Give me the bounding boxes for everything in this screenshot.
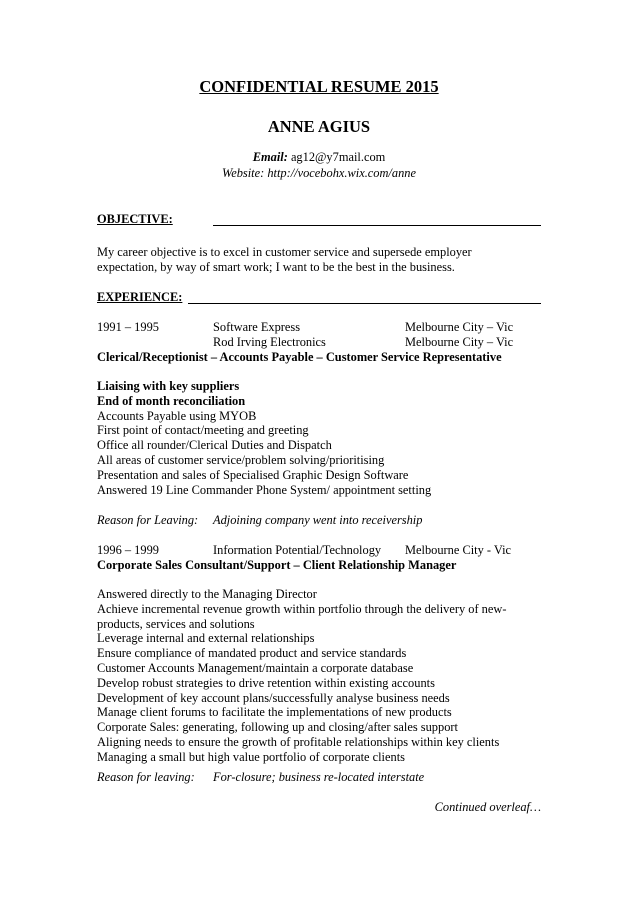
- job1-employer: Rod Irving Electronics: [213, 335, 326, 349]
- job1-location: Melbourne City – Vic: [405, 335, 514, 349]
- job2-duty: Ensure compliance of mandated product and service standards: [97, 646, 407, 661]
- job1-duty: Accounts Payable using MYOB: [97, 408, 257, 423]
- job1-duty: Office all rounder/Clerical Duties and Dispatch: [97, 438, 332, 453]
- job2-duty: Leverage internal and external relationships: [97, 631, 315, 646]
- email-address: ag12@y7mail.com: [290, 150, 386, 164]
- candidate-name: ANNE AGIUS: [267, 117, 371, 136]
- contact-email-line: [0, 150, 638, 165]
- job1-reason: Adjoining company went into receivership: [213, 513, 423, 527]
- job2-dates: 1996 – 1999: [97, 543, 159, 557]
- objective-underline-rule: [213, 225, 541, 226]
- experience-underline-rule: [188, 303, 541, 304]
- job1-reason-label: Reason for Leaving:: [97, 513, 199, 527]
- job2-location: Melbourne City - Vic: [405, 543, 512, 557]
- job2-role: Corporate Sales Consultant/Support – Client Relationship Manager: [97, 558, 457, 572]
- job2-employer: Information Potential/Technology: [213, 543, 382, 557]
- job2-reason: For-closure; business re-located interstate: [213, 770, 425, 784]
- job2-duty: Aligning needs to ensure the growth of profitable relationships within key clients: [97, 734, 500, 749]
- job1-dates: 1991 – 1995: [97, 320, 159, 334]
- job1-employer: Software Express: [213, 320, 301, 334]
- continued-note: Continued overleaf…: [434, 800, 541, 814]
- objective-line: expectation, by way of smart work; I want to be the best in the business.: [97, 259, 455, 274]
- job1-role: Clerical/Receptionist – Accounts Payable – Customer Service Representative: [97, 350, 502, 364]
- job2-duty: Managing a small but high value portfolio of corporate clients: [97, 749, 405, 764]
- job2-duty: Achieve incremental revenue growth within portfolio through the delivery of new-: [97, 601, 507, 616]
- objective-text: [97, 245, 547, 275]
- job2-duty: products, services and solutions: [97, 616, 255, 631]
- job2-duty: Develop robust strategies to drive retention within existing accounts: [97, 675, 435, 690]
- resume-title: CONFIDENTIAL RESUME 2015: [199, 77, 439, 96]
- job1-duty: Presentation and sales of Specialised Graphic Design Software: [97, 467, 409, 482]
- job1-location: Melbourne City – Vic: [405, 320, 514, 334]
- job1-duty: First point of contact/meeting and greeting: [97, 423, 309, 438]
- job1-duty: All areas of customer service/problem solving/prioritising: [97, 452, 385, 467]
- job1-duty-bold: End of month reconciliation: [97, 393, 246, 408]
- experience-heading: EXPERIENCE:: [97, 290, 183, 304]
- email-label: Email:: [252, 150, 288, 164]
- job1-duty-bold: Liaising with key suppliers: [97, 379, 240, 393]
- job2-duty: Development of key account plans/successfully analyse business needs: [97, 690, 450, 705]
- job2-duty: Manage client forums to facilitate the implementations of new products: [97, 705, 452, 720]
- job2-duty: Corporate Sales: generating, following up and closing/after sales support: [97, 720, 458, 735]
- job2-duties-list: [97, 587, 547, 765]
- job2-duty: Answered directly to the Managing Director: [97, 587, 317, 601]
- job2-reason-label: Reason for leaving:: [97, 770, 195, 784]
- job2-duty: Customer Accounts Management/maintain a corporate database: [97, 660, 414, 675]
- objective-heading: OBJECTIVE:: [97, 212, 173, 226]
- job1-duty: Answered 19 Line Commander Phone System/ appointment setting: [97, 482, 432, 497]
- website-line: Website: http://vocebohx.wix.com/anne: [222, 166, 416, 180]
- job1-duties-list: [97, 379, 547, 497]
- objective-line: My career objective is to excel in customer service and supersede employer: [97, 245, 472, 259]
